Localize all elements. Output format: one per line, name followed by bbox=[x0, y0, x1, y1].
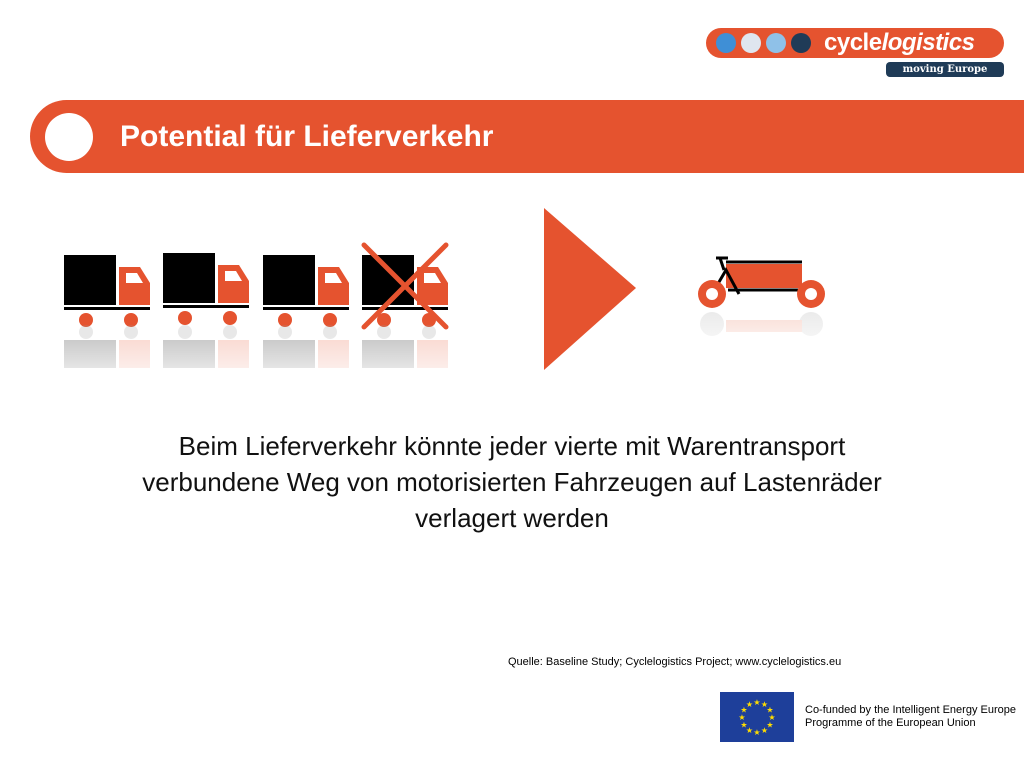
eu-star: ★ bbox=[740, 705, 748, 715]
body-line-1: Beim Lieferverkehr könnte jeder vierte mit Warentransport bbox=[178, 431, 846, 461]
eu-flag-icon bbox=[720, 692, 794, 742]
eu-star: ★ bbox=[745, 725, 754, 735]
logo-wordmark bbox=[824, 29, 974, 57]
funding-line-1: Co-funded by the Intelligent Energy Europe bbox=[805, 704, 1016, 716]
cyclelogistics-logo bbox=[706, 28, 1004, 90]
eu-star: ★ bbox=[753, 728, 761, 737]
logo-word-italic: logistics bbox=[881, 29, 975, 56]
body-line-3: verlagert werden bbox=[415, 503, 609, 533]
logo-dot-3 bbox=[766, 33, 786, 53]
eu-star: ★ bbox=[745, 700, 754, 710]
funding-note bbox=[805, 704, 1020, 730]
funding-line-2: Programme of the European Union bbox=[805, 717, 976, 729]
page-title: Potential für Lieferverkehr bbox=[120, 120, 494, 153]
body-text bbox=[40, 428, 984, 536]
eu-star: ★ bbox=[768, 713, 776, 722]
eu-star: ★ bbox=[760, 725, 769, 735]
eu-star: ★ bbox=[766, 720, 774, 730]
source-note: Quelle: Baseline Study; Cyclelogistics Project; www.cyclelogistics.eu bbox=[508, 656, 842, 668]
eu-star: ★ bbox=[738, 713, 746, 722]
logo-dot-4 bbox=[791, 33, 811, 53]
title-banner bbox=[30, 100, 1024, 173]
logo-dot-1 bbox=[716, 33, 736, 53]
logo-tagline: moving Europe forward bbox=[886, 62, 1004, 77]
arrow-right-icon bbox=[544, 208, 636, 370]
eu-star: ★ bbox=[760, 700, 769, 710]
logo-dot-2 bbox=[741, 33, 761, 53]
logo-word-plain: cycle bbox=[824, 29, 882, 56]
eu-star: ★ bbox=[740, 720, 748, 730]
title-bullet-circle bbox=[45, 113, 93, 161]
eu-star: ★ bbox=[766, 705, 774, 715]
eu-star: ★ bbox=[753, 698, 761, 707]
body-line-2: verbundene Weg von motorisierten Fahrzeugen auf Lastenräder bbox=[142, 467, 882, 497]
illustration bbox=[0, 195, 1024, 395]
